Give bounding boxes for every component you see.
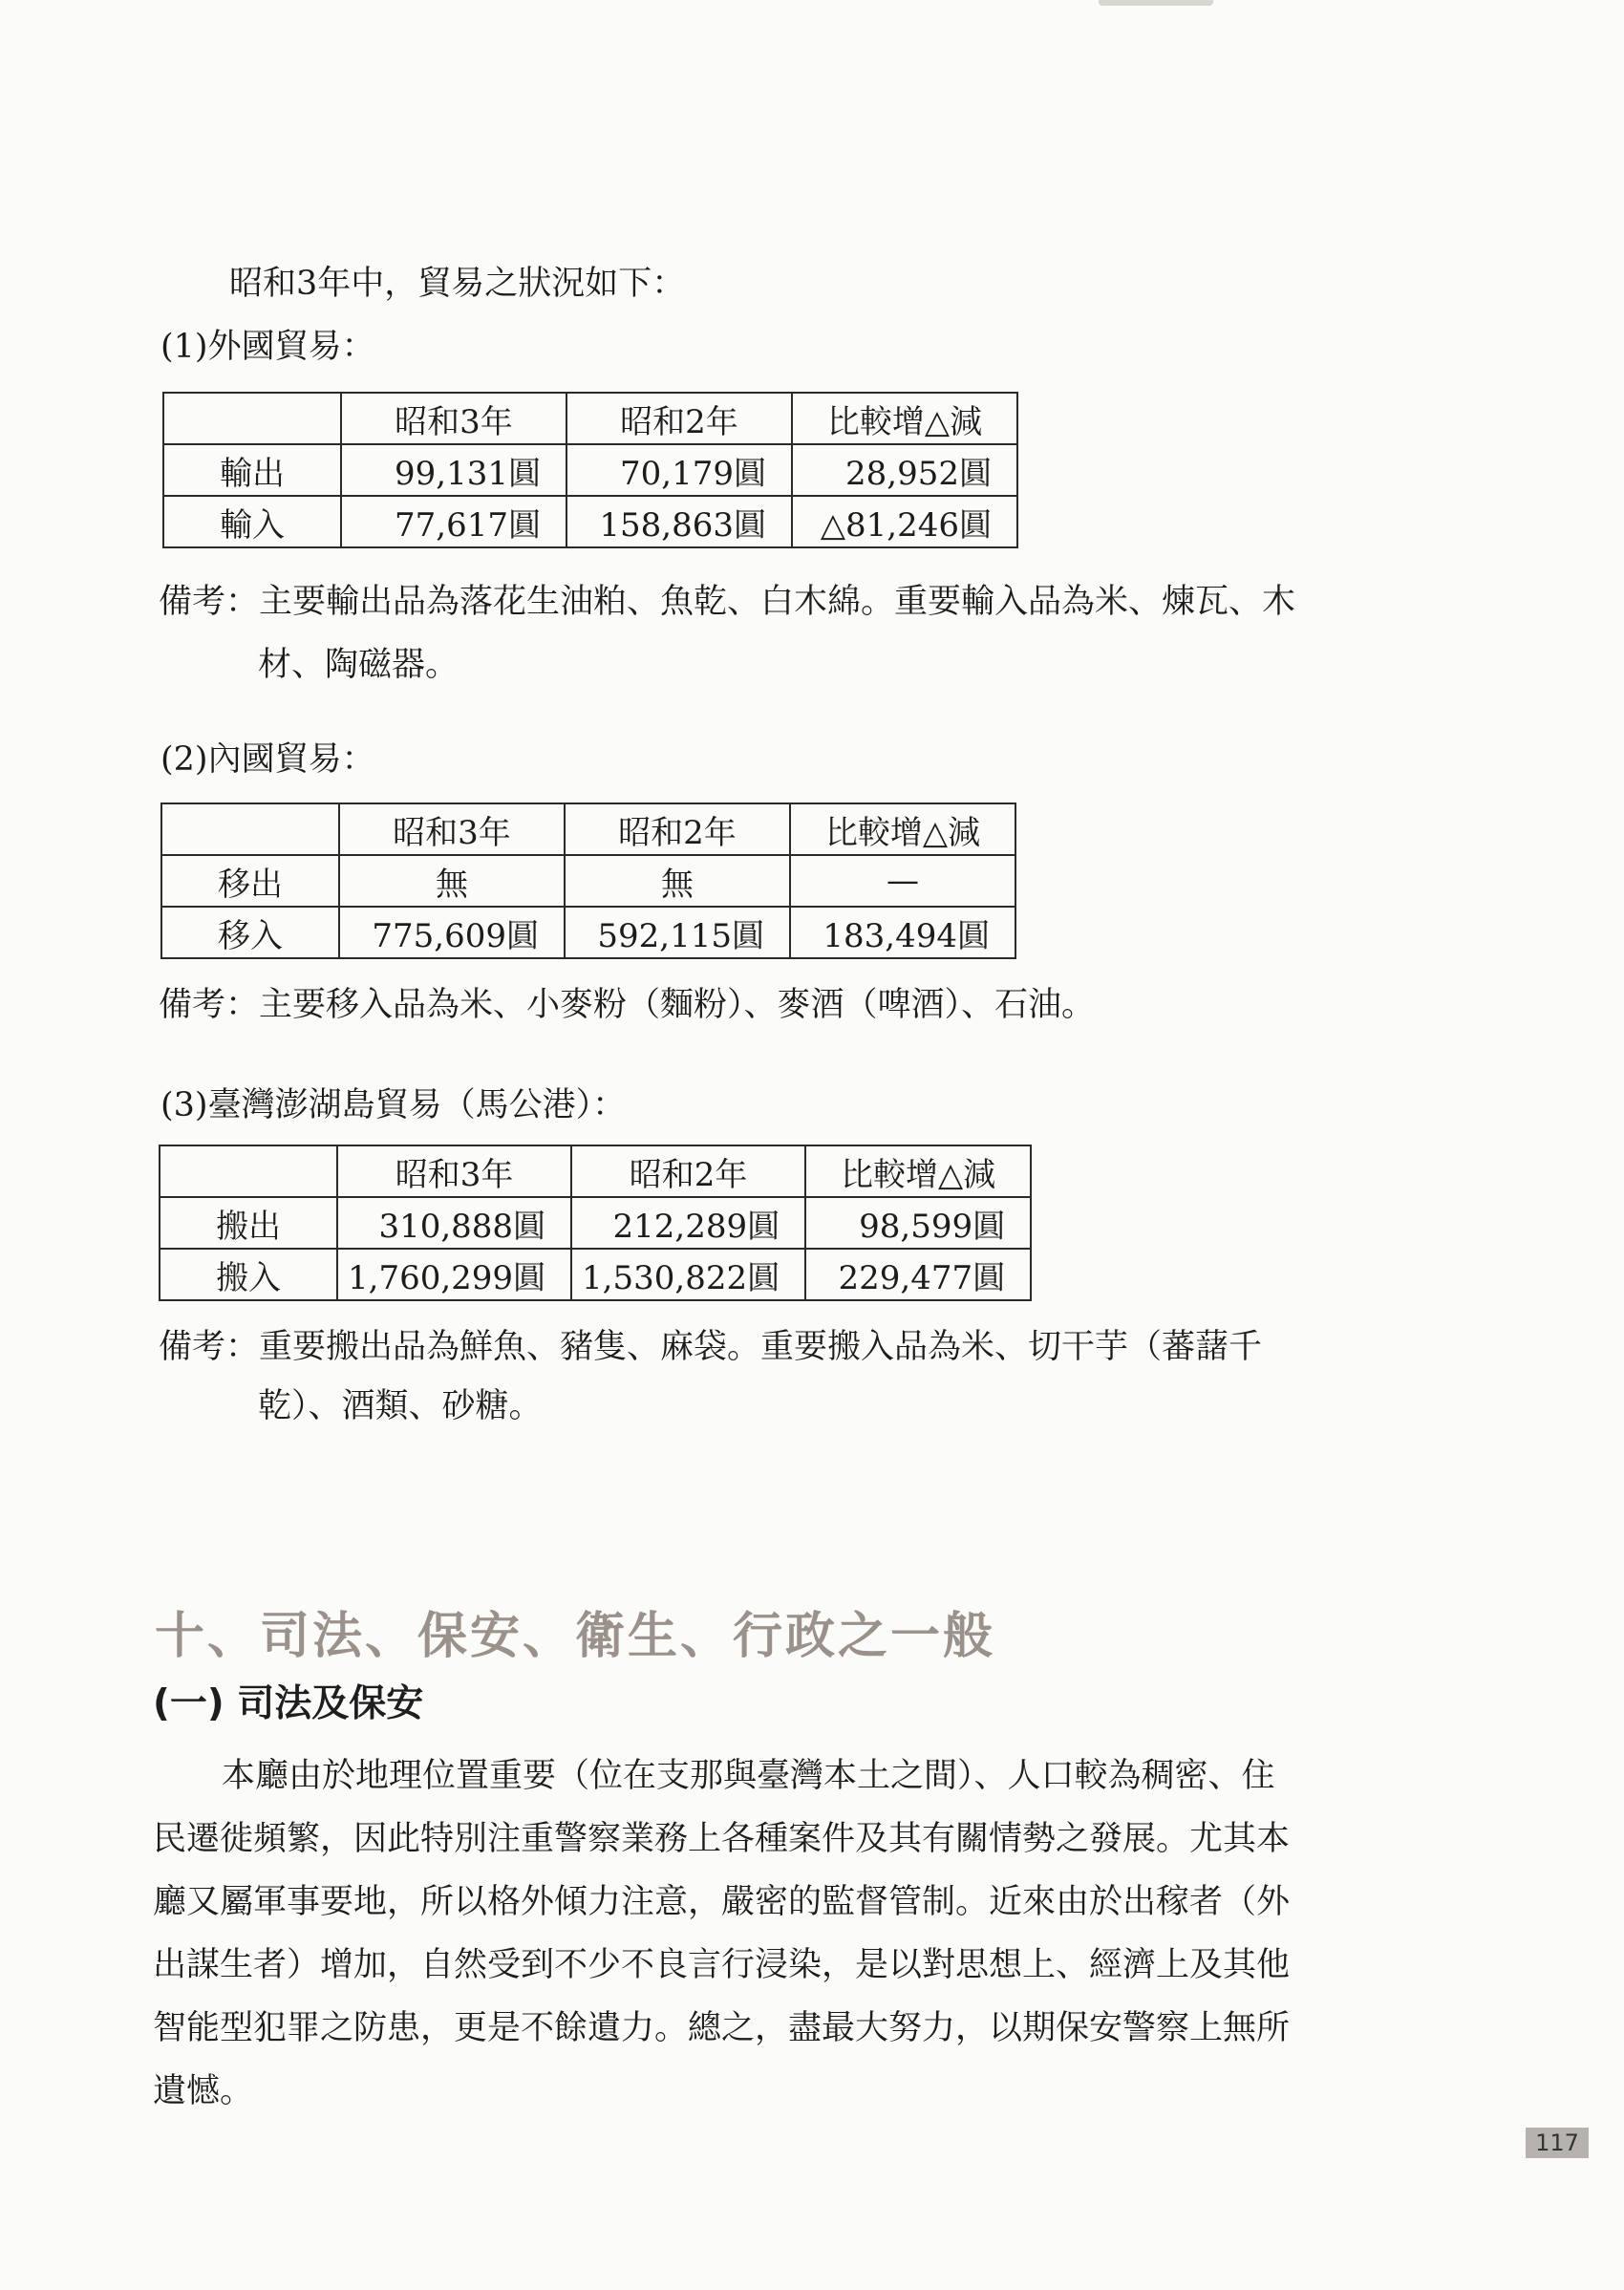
section-2-label: (2)內國貿易： bbox=[160, 740, 375, 779]
table-header-cell: 昭和3年 bbox=[337, 1145, 571, 1197]
penghu-trade-table bbox=[159, 1145, 1032, 1301]
table-row bbox=[163, 444, 1017, 496]
paragraph-line: 遺憾。 bbox=[153, 2072, 254, 2110]
scan-edge-mark bbox=[1099, 0, 1213, 6]
row-label: 輸入 bbox=[163, 496, 341, 547]
paragraph-line: 民遷徙頻繁，因此特別注重警察業務上各種案件及其有關情勢之發展。尤其本 bbox=[153, 1820, 1291, 1858]
table-row bbox=[161, 907, 1015, 958]
table-cell: 775,609圓 bbox=[339, 907, 565, 958]
table-header-cell: 比較增△減 bbox=[792, 393, 1017, 444]
paragraph-line: 出謀生者）增加，自然受到不少不良言行浸染，是以對思想上、經濟上及其他 bbox=[153, 1946, 1291, 1984]
table-header-row bbox=[161, 803, 1015, 855]
row-label: 搬出 bbox=[160, 1197, 337, 1249]
chapter-title: 十、司法、保安、衛生、行政之一般 bbox=[155, 1608, 996, 1665]
body-paragraph bbox=[153, 1744, 1366, 2123]
table-cell: 99,131圓 bbox=[341, 444, 566, 496]
section-1-note: 備考：主要輸出品為落花生油粕、魚乾、白木綿。重要輸入品為米、煉瓦、木 bbox=[159, 583, 1296, 621]
table-cell: 310,888圓 bbox=[337, 1197, 571, 1249]
table-cell: 98,599圓 bbox=[805, 1197, 1031, 1249]
table-cell: 158,863圓 bbox=[566, 496, 792, 547]
row-label: 輸出 bbox=[163, 444, 341, 496]
section-1-note-cont: 材、陶磁器。 bbox=[258, 646, 459, 684]
table-header-row bbox=[163, 393, 1017, 444]
table-header-cell: 昭和3年 bbox=[339, 803, 565, 855]
section-1-label: (1)外國貿易： bbox=[160, 328, 375, 366]
table-row bbox=[160, 1249, 1031, 1300]
row-label: 移出 bbox=[161, 855, 339, 907]
row-label: 移入 bbox=[161, 907, 339, 958]
table-header-cell: 昭和2年 bbox=[566, 393, 792, 444]
foreign-trade-table bbox=[162, 392, 1018, 548]
section-3-note-cont: 乾）、酒類、砂糖。 bbox=[258, 1387, 543, 1425]
table-cell: 212,289圓 bbox=[571, 1197, 805, 1249]
table-cell: △81,246圓 bbox=[792, 496, 1017, 547]
table-header-cell: 比較增△減 bbox=[805, 1145, 1031, 1197]
table-cell: 1,530,822圓 bbox=[571, 1249, 805, 1300]
table-cell: 無 bbox=[339, 855, 565, 907]
paragraph-line: 廳又屬軍事要地，所以格外傾力注意，嚴密的監督管制。近來由於出稼者（外 bbox=[153, 1883, 1291, 1921]
table-row bbox=[160, 1197, 1031, 1249]
table-cell: 592,115圓 bbox=[565, 907, 790, 958]
table-header-cell: 昭和2年 bbox=[571, 1145, 805, 1197]
table-header-row bbox=[160, 1145, 1031, 1197]
table-cell: 183,494圓 bbox=[790, 907, 1015, 958]
table-header-cell bbox=[160, 1145, 337, 1197]
section-2-note: 備考：主要移入品為米、小麥粉（麵粉）、麥酒（啤酒）、石油。 bbox=[159, 986, 1096, 1024]
table-header-cell: 比較增△減 bbox=[790, 803, 1015, 855]
intro-text: 昭和3年中，貿易之狀況如下： bbox=[229, 265, 686, 303]
domestic-trade-table bbox=[160, 803, 1016, 959]
section-3-note: 備考：重要搬出品為鮮魚、豬隻、麻袋。重要搬入品為米、切干芋（蕃藷千 bbox=[159, 1328, 1263, 1366]
table-cell: 77,617圓 bbox=[341, 496, 566, 547]
table-header-cell bbox=[161, 803, 339, 855]
table-row bbox=[163, 496, 1017, 547]
table-cell: 1,760,299圓 bbox=[337, 1249, 571, 1300]
table-header-cell: 昭和2年 bbox=[565, 803, 790, 855]
row-label: 搬入 bbox=[160, 1249, 337, 1300]
table-cell: 28,952圓 bbox=[792, 444, 1017, 496]
section-3-label: (3)臺灣澎湖島貿易（馬公港）： bbox=[160, 1086, 627, 1124]
table-header-cell bbox=[163, 393, 341, 444]
table-cell: 無 bbox=[565, 855, 790, 907]
page-number: 117 bbox=[1526, 2128, 1589, 2158]
paragraph-line: 本廳由於地理位置重要（位在支那與臺灣本土之間）、人口較為稠密、住 bbox=[222, 1757, 1275, 1795]
table-header-cell: 昭和3年 bbox=[341, 393, 566, 444]
table-cell: — bbox=[790, 855, 1015, 907]
table-cell: 70,179圓 bbox=[566, 444, 792, 496]
subsection-title: (一) 司法及保安 bbox=[153, 1682, 424, 1725]
paragraph-line: 智能型犯罪之防患，更是不餘遺力。總之，盡最大努力，以期保安警察上無所 bbox=[153, 2009, 1291, 2047]
table-row bbox=[161, 855, 1015, 907]
table-cell: 229,477圓 bbox=[805, 1249, 1031, 1300]
